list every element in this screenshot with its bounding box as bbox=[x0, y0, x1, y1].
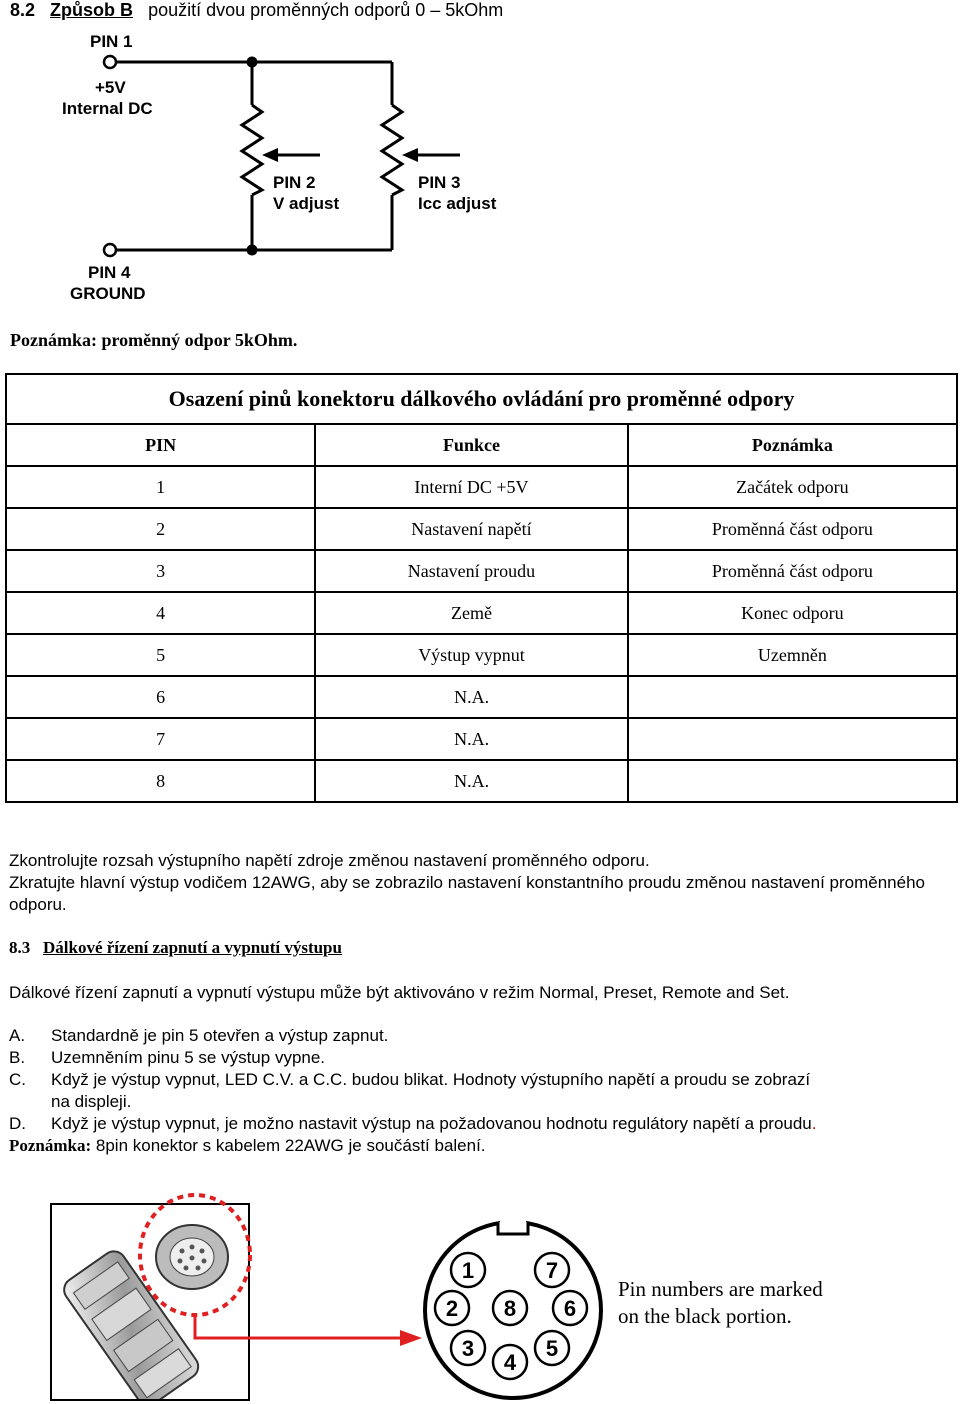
pin-number: 7 bbox=[545, 1258, 559, 1283]
table-cell: Uzemněn bbox=[628, 634, 957, 676]
table-cell: 4 bbox=[6, 592, 315, 634]
pin-number: 8 bbox=[503, 1296, 517, 1321]
pin-number: 6 bbox=[563, 1296, 577, 1321]
list-item: B. Uzemněním pinu 5 se výstup vypne. bbox=[9, 1048, 326, 1067]
table-header: PIN bbox=[6, 424, 315, 466]
table-cell: Země bbox=[315, 592, 628, 634]
table-cell: Proměnná část odporu bbox=[628, 508, 957, 550]
section-number: 8.2 bbox=[10, 0, 36, 20]
list-item: A. Standardně je pin 5 otevřen a výstup zapnut. bbox=[9, 1026, 389, 1045]
table-cell: N.A. bbox=[315, 760, 628, 802]
table-cell: Proměnná část odporu bbox=[628, 550, 957, 592]
table-cell: Začátek odporu bbox=[628, 466, 957, 508]
table-cell: 8 bbox=[6, 760, 315, 802]
table-cell: N.A. bbox=[315, 676, 628, 718]
table-row bbox=[6, 634, 957, 676]
table-cell bbox=[628, 760, 957, 802]
table-cell: Výstup vypnut bbox=[315, 634, 628, 676]
table-caption: Osazení pinů konektoru dálkového ovládání pro proměnné odpory bbox=[6, 374, 957, 424]
schematic-note: Poznámka: proměnný odpor 5kOhm. bbox=[10, 330, 298, 350]
list-item: C. Když je výstup vypnut, LED C.V. a C.C. budou blikat. Hodnoty výstupního napětí a proudu se zobrazí bbox=[9, 1070, 811, 1089]
section-method: Způsob B bbox=[50, 0, 134, 20]
paragraph-short-output: Zkratujte hlavní výstup vodičem 12AWG, aby se zobrazilo nastavení konstantního proudu změnou nastavení proměnného odporu. bbox=[9, 873, 925, 914]
pinout-caption-line: Pin numbers are marked bbox=[618, 1277, 823, 1301]
table-cell: Nastavení proudu bbox=[315, 550, 628, 592]
pin1-sub2: Internal DC bbox=[62, 99, 153, 118]
pin-number: 2 bbox=[445, 1296, 459, 1321]
table-cell: 7 bbox=[6, 718, 315, 760]
table-row bbox=[6, 466, 957, 508]
section2-number: 8.3 bbox=[9, 938, 31, 957]
table-header: Poznámka bbox=[628, 424, 957, 466]
pin2-sub: V adjust bbox=[273, 194, 340, 213]
pin-number: 1 bbox=[461, 1258, 475, 1283]
table-cell: 6 bbox=[6, 676, 315, 718]
pin2-label: PIN 2 bbox=[273, 173, 316, 192]
list-item-continuation: na displeji. bbox=[51, 1092, 132, 1111]
resistor-schematic bbox=[0, 25, 960, 315]
list-item: D. Když je výstup vypnut, je možno nastavit výstup na požadovanou hodnotu regulátory napětí a proudu. bbox=[9, 1114, 817, 1133]
table-row bbox=[6, 760, 957, 802]
pin4-label: PIN 4 bbox=[88, 263, 131, 282]
table-row bbox=[6, 550, 957, 592]
table-row bbox=[6, 718, 957, 760]
table-cell: Interní DC +5V bbox=[315, 466, 628, 508]
table-cell bbox=[628, 676, 957, 718]
pinout-caption bbox=[618, 1276, 823, 1330]
table-cell: 3 bbox=[6, 550, 315, 592]
section-title: použití dvou proměnných odporů 0 – 5kOhm bbox=[148, 0, 504, 20]
table-header: Funkce bbox=[315, 424, 628, 466]
table-cell: Konec odporu bbox=[628, 592, 957, 634]
highlight-circle bbox=[140, 1195, 250, 1315]
paragraph-remote-control: Dálkové řízení zapnutí a vypnutí výstupu může být aktivováno v režim Normal, Preset, Remote and Set. bbox=[9, 983, 790, 1002]
section2-title: Dálkové řízení zapnutí a vypnutí výstupu bbox=[43, 938, 342, 957]
package-note: Poznámka: 8pin konektor s kabelem 22AWG je součástí balení. bbox=[9, 1136, 486, 1155]
pin-number: 5 bbox=[545, 1336, 559, 1361]
highlight-overlay bbox=[100, 1190, 430, 1350]
table-cell: Nastavení napětí bbox=[315, 508, 628, 550]
table-cell: 1 bbox=[6, 466, 315, 508]
section2-header bbox=[9, 938, 342, 958]
pointer-line bbox=[195, 1315, 400, 1338]
table-cell: N.A. bbox=[315, 718, 628, 760]
pinout-caption-line: on the black portion. bbox=[618, 1304, 792, 1328]
table-cell: 5 bbox=[6, 634, 315, 676]
pin1-label: PIN 1 bbox=[90, 32, 133, 51]
pin-table bbox=[5, 373, 958, 803]
table-header-row bbox=[6, 424, 957, 466]
table-row bbox=[6, 508, 957, 550]
pin1-sub1: +5V bbox=[95, 78, 126, 97]
pin-number: 4 bbox=[503, 1350, 517, 1375]
pin-number: 3 bbox=[461, 1336, 475, 1361]
wiper-arrow-icon bbox=[402, 148, 418, 162]
table-cell: 2 bbox=[6, 508, 315, 550]
table-row bbox=[6, 676, 957, 718]
paragraph-check-range: Zkontrolujte rozsah výstupního napětí zdroje změnou nastavení proměnného odporu. bbox=[9, 851, 650, 870]
pin4-sub: GROUND bbox=[70, 284, 146, 303]
wiper-arrow-icon bbox=[262, 148, 278, 162]
pinout-diagram bbox=[418, 1210, 618, 1402]
table-cell bbox=[628, 718, 957, 760]
table-body bbox=[6, 466, 957, 802]
table-row bbox=[6, 592, 957, 634]
pin3-sub: Icc adjust bbox=[418, 194, 497, 213]
section-header bbox=[10, 0, 503, 21]
pin3-label: PIN 3 bbox=[418, 173, 461, 192]
